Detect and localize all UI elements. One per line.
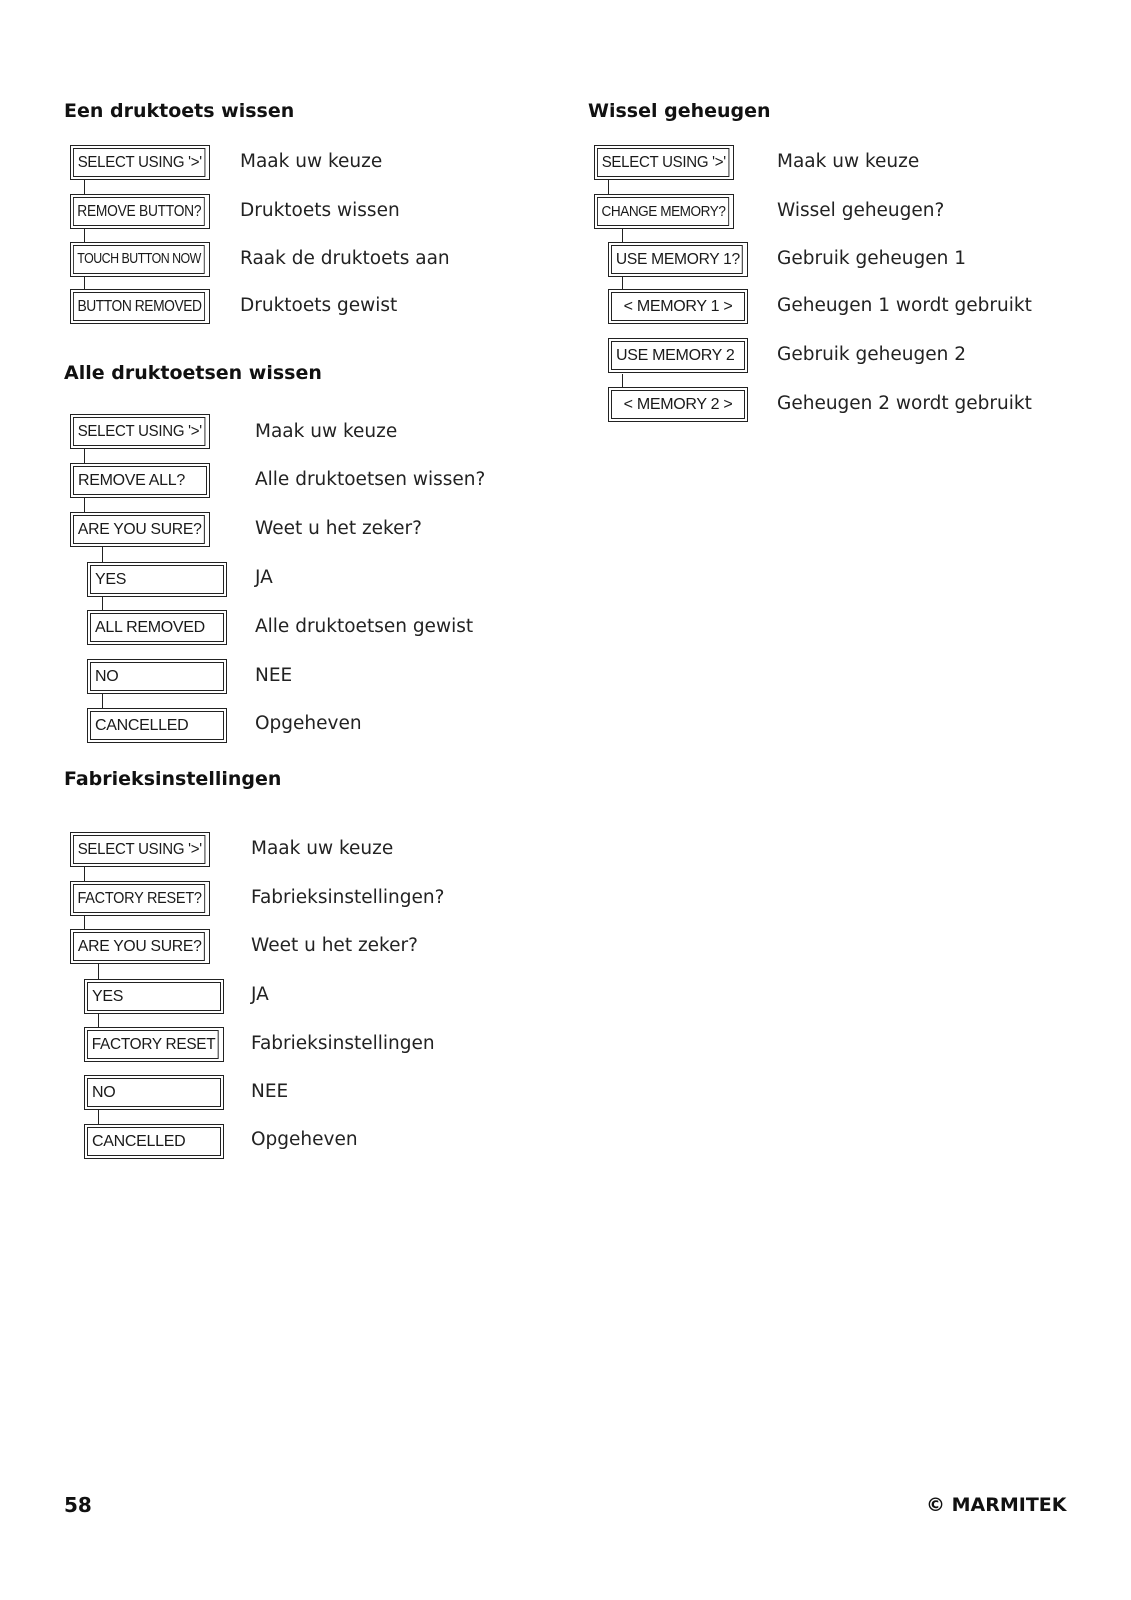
lcd-text: BUTTON REMOVED [73,292,205,321]
step-description: JA [251,984,269,1005]
lcd-display [594,194,734,229]
lcd-display [70,463,210,498]
lcd-display [70,194,210,229]
lcd-display [70,414,210,449]
step-description: Fabrieksinstellingen? [251,887,445,908]
connector-line [608,180,609,194]
lcd-display [70,881,210,916]
step-description: Geheugen 1 wordt gebruikt [777,295,1032,316]
step-description: Raak de druktoets aan [240,248,450,269]
lcd-text: SELECT USING '>' [73,417,205,446]
lcd-text: SELECT USING '>' [73,835,205,864]
lcd-text: FACTORY RESET [87,1030,219,1059]
lcd-display [70,145,210,180]
copyright-notice: © MARMITEK [926,1494,1067,1516]
lcd-text: YES [87,982,221,1011]
lcd-display [84,1075,224,1110]
lcd-display [87,659,227,694]
lcd-display [608,289,748,324]
lcd-display [608,387,748,422]
lcd-text: YES [90,565,224,594]
lcd-text: REMOVE ALL? [73,466,207,495]
connector-line [102,596,103,610]
connector-line [622,374,623,387]
step-description: Geheugen 2 wordt gebruikt [777,393,1032,414]
lcd-display [70,289,210,324]
step-description: Druktoets wissen [240,200,400,221]
connector-line [84,867,85,881]
connector-line [98,1110,99,1124]
lcd-display [608,338,748,373]
lcd-display [70,512,210,547]
connector-line [622,277,623,289]
connector-line [84,915,85,929]
lcd-text: ARE YOU SURE? [73,515,205,544]
lcd-display [594,145,734,180]
step-description: Maak uw keuze [777,151,920,172]
lcd-display [87,562,227,597]
heading-remove-all: Alle druktoetsen wissen [64,362,322,384]
lcd-text: < MEMORY 2 > [611,390,745,419]
connector-line [622,229,623,242]
connector-line [84,449,85,463]
page-number: 58 [64,1493,92,1517]
lcd-display [87,610,227,645]
step-description: Maak uw keuze [251,838,394,859]
lcd-display [84,1027,224,1062]
lcd-text: NO [87,1078,221,1107]
step-description: Opgeheven [251,1129,358,1150]
connector-line [84,180,85,194]
lcd-display [70,929,210,964]
heading-remove-button: Een druktoets wissen [64,100,295,122]
connector-line [84,498,85,512]
step-description: Alle druktoetsen wissen? [255,469,486,490]
step-description: Druktoets gewist [240,295,398,316]
lcd-text: < MEMORY 1 > [611,292,745,321]
lcd-text: CHANGE MEMORY? [597,197,729,226]
step-description: Gebruik geheugen 2 [777,344,966,365]
step-description: Maak uw keuze [255,421,398,442]
step-description: Weet u het zeker? [255,518,422,539]
step-description: Alle druktoetsen gewist [255,616,474,637]
step-description: Opgeheven [255,713,362,734]
connector-line [102,547,103,562]
lcd-text: TOUCH BUTTON NOW [73,245,205,274]
lcd-text: REMOVE BUTTON? [73,197,205,226]
step-description: JA [255,567,273,588]
lcd-display [70,242,210,277]
lcd-display [84,979,224,1014]
lcd-text: SELECT USING '>' [597,148,729,177]
heading-factory-reset: Fabrieksinstellingen [64,768,282,790]
step-description: Maak uw keuze [240,151,383,172]
lcd-text: NO [90,662,224,691]
lcd-text: SELECT USING '>' [73,148,205,177]
connector-line [102,694,103,708]
step-description: NEE [251,1081,289,1102]
connector-line [84,229,85,242]
lcd-display [70,832,210,867]
heading-change-memory: Wissel geheugen [588,100,771,122]
lcd-display [608,242,748,277]
lcd-display [87,708,227,743]
connector-line [98,1013,99,1027]
step-description: NEE [255,665,293,686]
lcd-text: FACTORY RESET? [73,884,205,913]
step-description: Fabrieksinstellingen [251,1033,435,1054]
step-description: Weet u het zeker? [251,935,418,956]
step-description: Gebruik geheugen 1 [777,248,966,269]
lcd-text: USE MEMORY 2 [611,341,745,370]
lcd-text: CANCELLED [90,711,224,740]
lcd-text: ARE YOU SURE? [73,932,205,961]
lcd-display [84,1124,224,1159]
lcd-text: CANCELLED [87,1127,221,1156]
connector-line [84,277,85,289]
connector-line [98,964,99,979]
lcd-text: ALL REMOVED [90,613,224,642]
step-description: Wissel geheugen? [777,200,945,221]
lcd-text: USE MEMORY 1? [611,245,743,274]
